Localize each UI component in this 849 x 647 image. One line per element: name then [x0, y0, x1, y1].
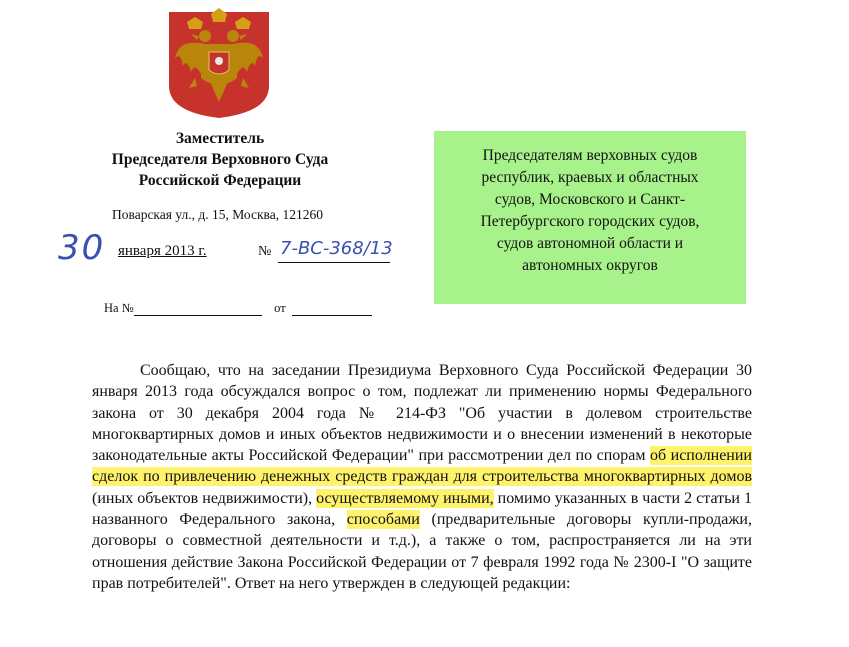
- recipient-line: Петербургского городских судов,: [480, 213, 700, 230]
- recipient-line: Председателям верховных судов: [482, 147, 698, 164]
- sender-position: Председателя Верховного Суда: [111, 151, 329, 168]
- reference-date-line: [292, 303, 372, 316]
- recipient-line: судов автономной области и: [496, 235, 684, 252]
- number-sign: №: [258, 244, 272, 259]
- body-text-segment: (иных объектов недвижимости),: [92, 489, 317, 507]
- highlighted-text: об исполнении сделок по привлечению денежных средств граждан для строительства многоквартирных домов: [92, 447, 752, 486]
- recipient-line: автономных округов: [522, 257, 658, 274]
- reference-date-label: от: [274, 301, 286, 315]
- reference-number-label: На №: [104, 301, 134, 315]
- date-month-year: января 2013 г.: [118, 243, 207, 259]
- body-text-segment: (предварительные договоры купли-продажи, договоры о совместной деятельности и т.д.), а также о том, распространяется ли на эти отношения действие Закона Российской Федерации от 7 февраля 1992 года № 2300-I "О защите прав потребителей". Ответ на него утвержден в следующей редакции:: [92, 511, 752, 592]
- handwritten-number: 7-ВС-368/13: [280, 238, 393, 259]
- number-underline: [278, 262, 390, 263]
- sender-title: Заместитель: [175, 130, 265, 147]
- date-number-row: [58, 228, 408, 272]
- letter-body: [92, 360, 752, 594]
- recipient-line: республик, краевых и областных: [481, 169, 699, 186]
- body-text-segment: Сообщаю, что на заседании Президиума Верховного Суда Российской Федерации 30 января 2013 года обсуждался вопрос о том, подлежат ли применению нормы Федерального закона от 30 декабря 2004 года № 214-ФЗ "Об участии в долевом строительстве многоквартирных домов и иных объектов недвижимости и о внесении изменений в некоторые законодательные акты Российской Федерации" при рассмотрении дел по спорам: [92, 362, 752, 465]
- recipient-block: [434, 131, 746, 304]
- sender-address: Поварская ул., д. 15, Москва, 121260: [112, 207, 323, 222]
- sender-block: [60, 128, 380, 191]
- russian-coat-of-arms-icon: [165, 8, 273, 120]
- body-paragraph: [92, 360, 752, 594]
- sender-organization: Российской Федерации: [138, 172, 302, 189]
- handwritten-day: 30: [58, 228, 106, 268]
- body-text-segment: помимо указанных в части 2 статьи 1 названного Федерального закона,: [92, 489, 753, 529]
- highlighted-text: осуществляемому иными,: [316, 489, 494, 507]
- reference-row: [104, 301, 372, 316]
- reference-number-line: [134, 303, 262, 316]
- recipient-line: судов, Московского и Санкт-: [494, 191, 686, 208]
- highlighted-text: способами: [346, 511, 420, 529]
